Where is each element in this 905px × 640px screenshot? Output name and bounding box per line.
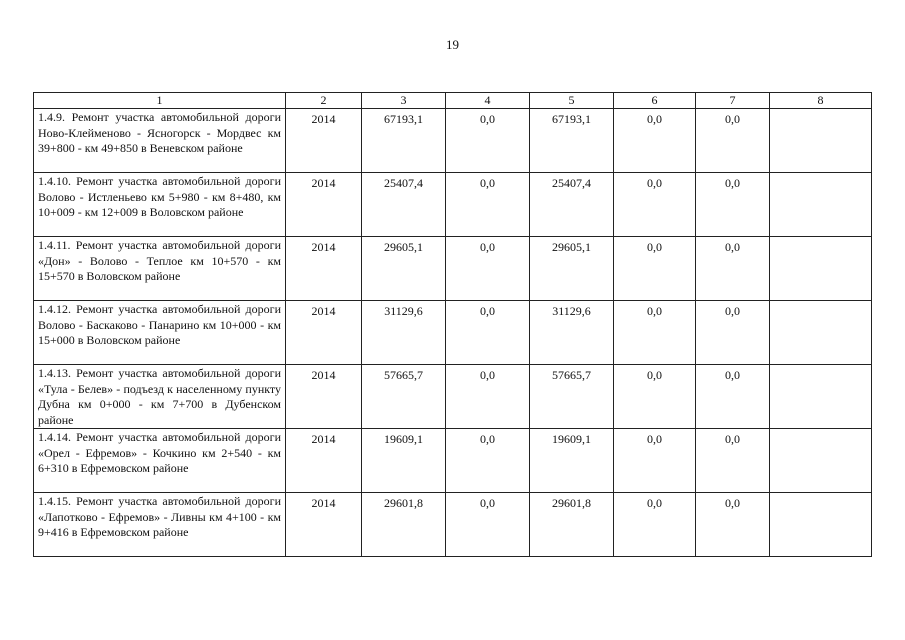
row-name: 1.4.13. Ремонт участка автомобильной дороги «Тула - Белев» - подъезд к населенному пункту Дубна км 0+000 - км 7+700 в Дубенском районе: [34, 365, 286, 429]
row-col8: [770, 429, 872, 493]
header-cell: 7: [696, 93, 770, 109]
row-col5: 67193,1: [530, 109, 614, 173]
table-row: [34, 173, 872, 237]
row-col5: 25407,4: [530, 173, 614, 237]
row-col7: 0,0: [696, 173, 770, 237]
row-col4: 0,0: [446, 429, 530, 493]
row-col6: 0,0: [614, 109, 696, 173]
row-col4: 0,0: [446, 493, 530, 557]
row-col3: 29605,1: [362, 237, 446, 301]
header-cell: 6: [614, 93, 696, 109]
header-cell: 3: [362, 93, 446, 109]
header-cell: 5: [530, 93, 614, 109]
row-col5: 29605,1: [530, 237, 614, 301]
row-name: 1.4.15. Ремонт участка автомобильной дороги «Лапотково - Ефремов» - Ливны км 4+100 - км 9+416 в Ефремовском районе: [34, 493, 286, 557]
header-cell: 1: [34, 93, 286, 109]
header-cell: 8: [770, 93, 872, 109]
header-row: [34, 93, 872, 109]
row-col6: 0,0: [614, 493, 696, 557]
row-col4: 0,0: [446, 109, 530, 173]
row-col6: 0,0: [614, 429, 696, 493]
row-col7: 0,0: [696, 429, 770, 493]
row-col7: 0,0: [696, 493, 770, 557]
table-row: [34, 429, 872, 493]
row-col6: 0,0: [614, 173, 696, 237]
row-year: 2014: [286, 493, 362, 557]
row-col7: 0,0: [696, 301, 770, 365]
row-col6: 0,0: [614, 301, 696, 365]
row-year: 2014: [286, 109, 362, 173]
row-col5: 31129,6: [530, 301, 614, 365]
row-year: 2014: [286, 301, 362, 365]
row-col8: [770, 301, 872, 365]
row-col5: 19609,1: [530, 429, 614, 493]
row-col6: 0,0: [614, 237, 696, 301]
row-col8: [770, 365, 872, 429]
row-col8: [770, 173, 872, 237]
row-col8: [770, 237, 872, 301]
table-row: [34, 109, 872, 173]
row-year: 2014: [286, 429, 362, 493]
row-col4: 0,0: [446, 365, 530, 429]
row-name: 1.4.14. Ремонт участка автомобильной дороги «Орел - Ефремов» - Кочкино км 2+540 - км 6+310 в Ефремовском районе: [34, 429, 286, 493]
row-name: 1.4.9. Ремонт участка автомобильной дороги Ново-Клейменово - Ясногорск - Мордвес км 39+800 - км 49+850 в Веневском районе: [34, 109, 286, 173]
table-row: [34, 493, 872, 557]
row-year: 2014: [286, 173, 362, 237]
table-row: [34, 301, 872, 365]
row-col5: 57665,7: [530, 365, 614, 429]
row-col3: 29601,8: [362, 493, 446, 557]
table-row: [34, 365, 872, 429]
row-col4: 0,0: [446, 301, 530, 365]
row-col3: 19609,1: [362, 429, 446, 493]
header-cell: 4: [446, 93, 530, 109]
budget-table: [33, 92, 872, 557]
row-col3: 57665,7: [362, 365, 446, 429]
row-col3: 31129,6: [362, 301, 446, 365]
row-col5: 29601,8: [530, 493, 614, 557]
row-col7: 0,0: [696, 237, 770, 301]
row-year: 2014: [286, 237, 362, 301]
row-col8: [770, 109, 872, 173]
row-col7: 0,0: [696, 365, 770, 429]
row-col6: 0,0: [614, 365, 696, 429]
page-number: 19: [446, 37, 459, 52]
row-col8: [770, 493, 872, 557]
row-col7: 0,0: [696, 109, 770, 173]
header-cell: 2: [286, 93, 362, 109]
row-col4: 0,0: [446, 237, 530, 301]
row-col3: 67193,1: [362, 109, 446, 173]
row-col3: 25407,4: [362, 173, 446, 237]
row-name: 1.4.12. Ремонт участка автомобильной дороги Волово - Баскаково - Панарино км 10+000 - км 15+000 в Воловском районе: [34, 301, 286, 365]
table-row: [34, 237, 872, 301]
row-name: 1.4.10. Ремонт участка автомобильной дороги Волово - Истленьево км 5+980 - км 8+480, км 10+009 - км 12+009 в Воловском районе: [34, 173, 286, 237]
row-year: 2014: [286, 365, 362, 429]
row-name: 1.4.11. Ремонт участка автомобильной дороги «Дон» - Волово - Теплое км 10+570 - км 15+570 в Воловском районе: [34, 237, 286, 301]
row-col4: 0,0: [446, 173, 530, 237]
